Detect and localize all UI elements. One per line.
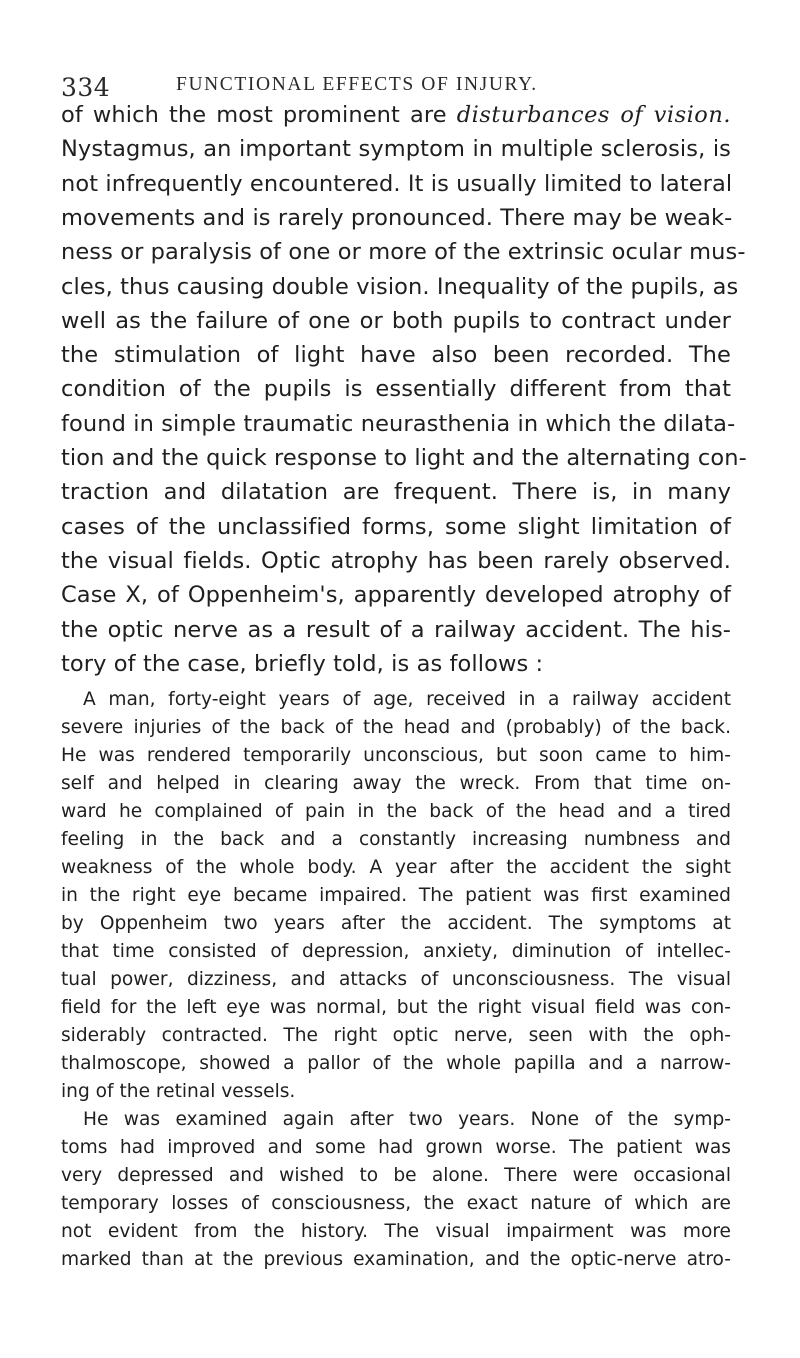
body-line: not infrequently encountered. It is usually limited to lateral: [61, 171, 733, 197]
body-line: of which the most prominent are disturbances of vision.: [61, 102, 731, 128]
case-line: He was rendered temporarily unconscious, but soon came to him-: [61, 745, 731, 766]
italic-phrase: disturbances of vision.: [456, 102, 731, 128]
case-line: very depressed and wished to be alone. There were occasional: [61, 1165, 731, 1186]
body-line: tion and the quick response to light and the alternating con-: [61, 445, 747, 471]
page-number: 334: [61, 73, 111, 102]
body-line: cases of the unclassified forms, some slight limitation of: [61, 514, 731, 540]
body-line: Case X, of Oppenheim's, apparently developed atrophy of: [61, 582, 731, 608]
body-line: the stimulation of light have also been recorded. The: [61, 342, 731, 368]
case-line: that time consisted of depression, anxiety, diminution of intellec-: [61, 941, 731, 962]
case-line: siderably contracted. The right optic nerve, seen with the oph-: [61, 1025, 731, 1046]
body-line: well as the failure of one or both pupils to contract under: [61, 308, 731, 334]
body-line: traction and dilatation are frequent. There is, in many: [61, 479, 731, 505]
body-line: tory of the case, briefly told, is as follows :: [61, 651, 544, 677]
case-line: tual power, dizziness, and attacks of unconsciousness. The visual: [61, 969, 731, 990]
case-line: by Oppenheim two years after the accident. The symptoms at: [61, 913, 731, 934]
case-line: weakness of the whole body. A year after the accident the sight: [61, 857, 731, 878]
body-line: cles, thus causing double vision. Inequality of the pupils, as: [61, 274, 739, 300]
body-line: movements and is rarely pronounced. There may be weak-: [61, 205, 733, 231]
case-line: ing of the retinal vessels.: [61, 1081, 296, 1102]
case-line: severe injuries of the back of the head and (probably) of the back.: [61, 717, 731, 738]
case-line: A man, forty-eight years of age, received in a railway accident: [83, 689, 731, 710]
body-line: found in simple traumatic neurasthenia in which the dilata-: [61, 411, 736, 437]
body-line: Nystagmus, an important symptom in multiple sclerosis, is: [61, 136, 731, 162]
body-line: the optic nerve as a result of a railway accident. The his-: [61, 617, 731, 643]
case-line: field for the left eye was normal, but the right visual field was con-: [61, 997, 731, 1018]
case-line: toms had improved and some had grown worse. The patient was: [61, 1137, 731, 1158]
running-head: FUNCTIONAL EFFECTS OF INJURY.: [176, 74, 538, 95]
case-line: in the right eye became impaired. The patient was first examined: [61, 885, 731, 906]
body-line: ness or paralysis of one or more of the extrinsic ocular mus-: [61, 239, 746, 265]
body-line: condition of the pupils is essentially different from that: [61, 376, 731, 402]
case-line: thalmoscope, showed a pallor of the whole papilla and a narrow-: [61, 1053, 731, 1074]
case-line: marked than at the previous examination, and the optic-nerve atro-: [61, 1249, 731, 1270]
case-line: not evident from the history. The visual impairment was more: [61, 1221, 731, 1242]
case-line: feeling in the back and a constantly increasing numbness and: [61, 829, 731, 850]
case-line: ward he complained of pain in the back of the head and a tired: [61, 801, 731, 822]
case-line: He was examined again after two years. None of the symp-: [83, 1109, 731, 1130]
case-line: self and helped in clearing away the wreck. From that time on-: [61, 773, 731, 794]
body-line: the visual fields. Optic atrophy has been rarely observed.: [61, 548, 731, 574]
case-line: temporary losses of consciousness, the exact nature of which are: [61, 1193, 731, 1214]
